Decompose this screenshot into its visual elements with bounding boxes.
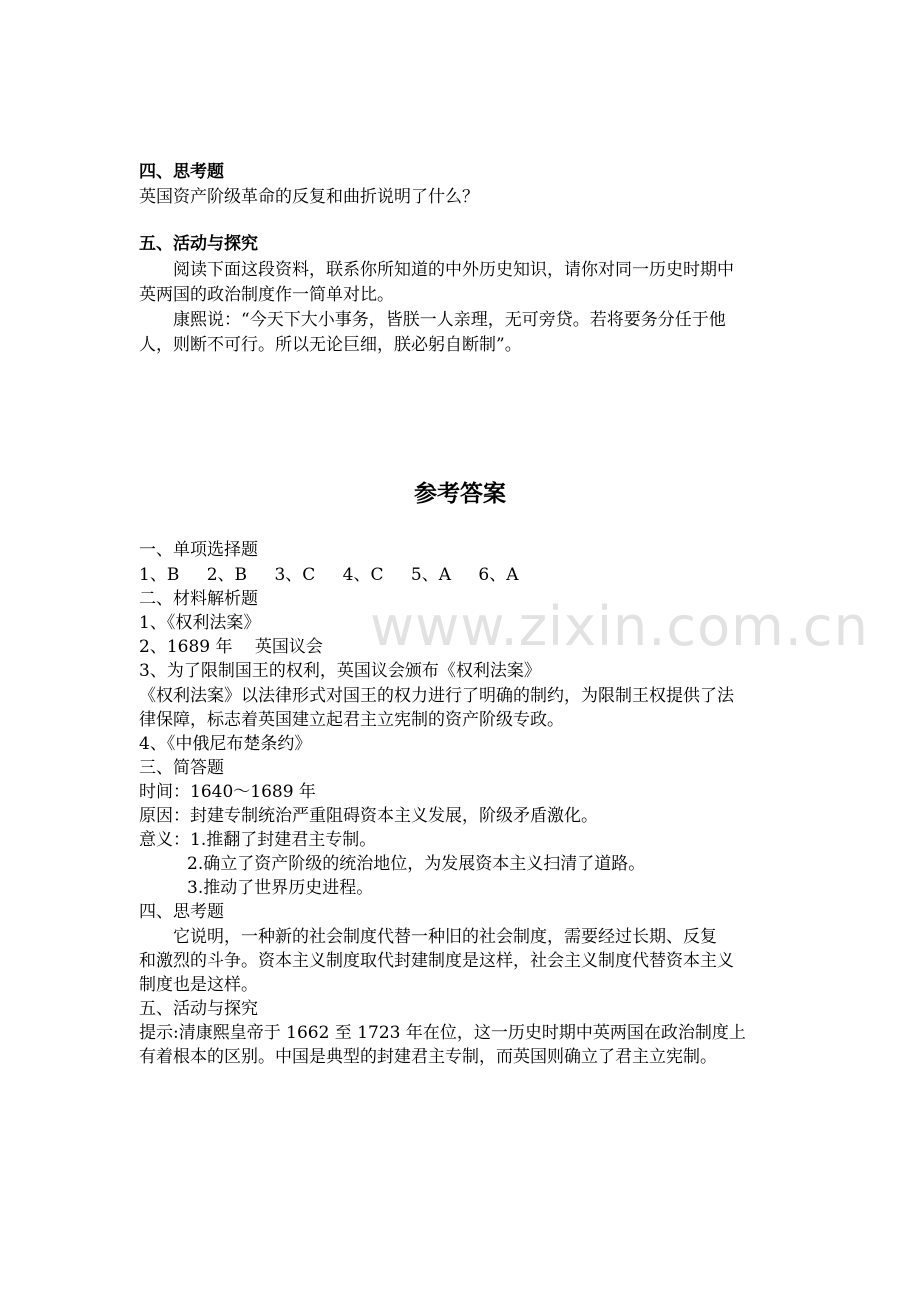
answers-title: 参考答案 bbox=[414, 481, 506, 507]
mcq-answer: 5、A bbox=[410, 565, 451, 585]
answers-mcq-list bbox=[139, 563, 541, 587]
section-4-question: 英国资产阶级革命的反复和曲折说明了什么？ bbox=[139, 187, 479, 207]
answers-section-2-item-1: 1、《权利法案》 bbox=[139, 613, 261, 633]
answers-section-3-reason: 原因：封建专制统治严重阻碍资本主义发展，阶级矛盾激化。 bbox=[139, 806, 598, 826]
answers-section-2-item-2: 2、1689 年 英国议会 bbox=[139, 637, 323, 657]
answers-section-4-line-2: 和激烈的斗争。资本主义制度取代封建制度是这样，社会主义制度代替资本主义 bbox=[139, 951, 734, 971]
answers-section-5-line-2: 有着根本的区别。中国是典型的封建君主专制，而英国则确立了君主立宪制。 bbox=[139, 1047, 717, 1067]
answers-section-4-line-3: 制度也是这样。 bbox=[139, 975, 258, 995]
answers-section-2-item-3: 3、为了限制国王的权利，英国议会颁布《权利法案》 bbox=[139, 661, 541, 681]
answers-section-3-heading: 三、简答题 bbox=[139, 758, 224, 778]
answers-section-3-time: 时间：1640～1689 年 bbox=[139, 782, 316, 802]
answers-section-5-heading: 五、活动与探究 bbox=[139, 999, 258, 1019]
answers-section-3-significance-2: 2.确立了资产阶级的统治地位，为发展资本主义扫清了道路。 bbox=[187, 854, 646, 874]
answers-section-2-item-4: 4、《中俄尼布楚条约》 bbox=[139, 734, 312, 754]
mcq-answer: 2、B bbox=[206, 565, 248, 585]
mcq-answer: 3、C bbox=[274, 565, 316, 585]
section-5-paragraph-2-line-2: 人，则断不可行。所以无论巨细，朕必躬自断制”。 bbox=[139, 335, 522, 355]
answers-section-5-line-1: 提示:清康熙皇帝于 1662 至 1723 年在位，这一历史时期中英两国在政治制度上 bbox=[139, 1023, 746, 1043]
answers-section-4-heading: 四、思考题 bbox=[139, 902, 224, 922]
mcq-answer: 1、B bbox=[139, 565, 180, 585]
answers-section-1-heading: 一、单项选择题 bbox=[139, 540, 258, 560]
answers-section-2-item-3-line-2: 《权利法案》以法律形式对国王的权力进行了明确的制约，为限制王权提供了法 bbox=[139, 686, 734, 706]
answers-section-2-heading: 二、材料解析题 bbox=[139, 589, 258, 609]
section-5-paragraph-1-line-2: 英两国的政治制度作一简单对比。 bbox=[139, 285, 394, 305]
answers-section-4-line-1: 它说明，一种新的社会制度代替一种旧的社会制度，需要经过长期、反复 bbox=[173, 927, 717, 947]
answers-section-2-item-3-line-3: 律保障，标志着英国建立起君主立宪制的资产阶级专政。 bbox=[139, 710, 564, 730]
mcq-answer: 6、A bbox=[478, 565, 519, 585]
section-5-heading: 五、活动与探究 bbox=[139, 234, 258, 254]
answers-section-3-significance-3: 3.推动了世界历史进程。 bbox=[187, 878, 374, 898]
section-4-heading: 四、思考题 bbox=[139, 162, 224, 182]
mcq-answer: 4、C bbox=[342, 565, 384, 585]
answers-section-3-significance-1: 意义：1.推翻了封建君主专制。 bbox=[139, 830, 377, 850]
section-5-paragraph-1-line-1: 阅读下面这段资料，联系你所知道的中外历史知识，请你对同一历史时期中 bbox=[173, 260, 734, 280]
section-5-paragraph-2-line-1: 康熙说：“今天下大小事务，皆朕一人亲理，无可旁贷。若将要务分任于他 bbox=[173, 310, 726, 330]
watermark: www.zixin.com.cn bbox=[370, 595, 869, 658]
